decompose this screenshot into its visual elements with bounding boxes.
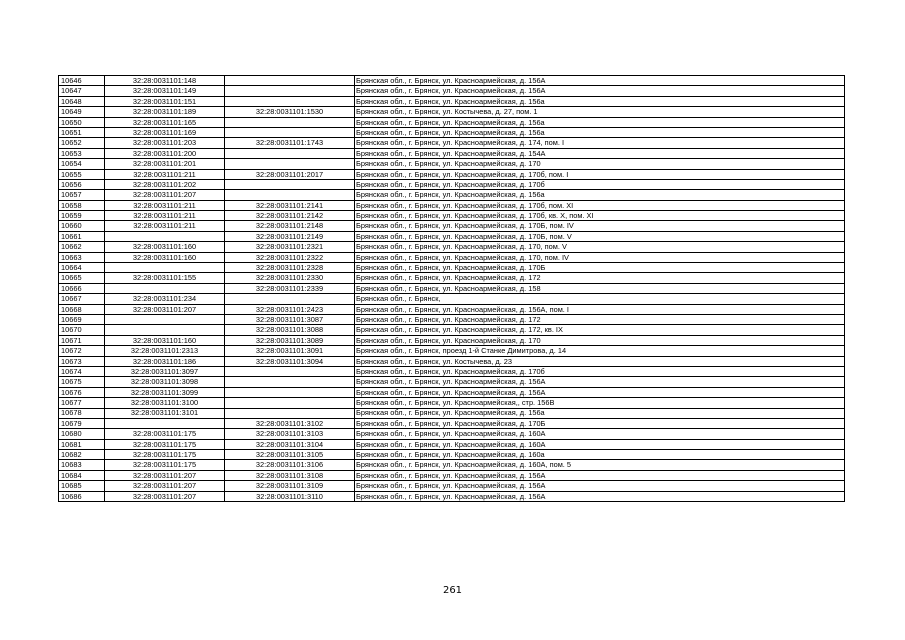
row-number-cell: 10680 — [59, 429, 105, 439]
row-number-cell: 10648 — [59, 96, 105, 106]
table-row — [59, 169, 845, 179]
address-cell: Брянская обл., г. Брянск, ул. Костычева, д. 23 — [355, 356, 845, 366]
object-cadastral-number-cell — [225, 148, 355, 158]
object-cadastral-number-cell: 32:28:0031101:3109 — [225, 481, 355, 491]
address-cell: Брянская обл., г. Брянск, ул. Красноармейская, д. 174, пом. I — [355, 138, 845, 148]
object-cadastral-number-cell: 32:28:0031101:3094 — [225, 356, 355, 366]
parcel-cadastral-number-cell: 32:28:0031101:189 — [105, 107, 225, 117]
table-row — [59, 96, 845, 106]
row-number-cell: 10686 — [59, 491, 105, 501]
object-cadastral-number-cell — [225, 398, 355, 408]
object-cadastral-number-cell: 32:28:0031101:2141 — [225, 200, 355, 210]
row-number-cell: 10661 — [59, 231, 105, 241]
object-cadastral-number-cell: 32:28:0031101:2142 — [225, 211, 355, 221]
address-cell: Брянская обл., г. Брянск, ул. Красноармейская, д. 170Б, пом. V — [355, 231, 845, 241]
cadastral-register-table — [58, 75, 845, 502]
object-cadastral-number-cell — [225, 86, 355, 96]
table-row — [59, 263, 845, 273]
parcel-cadastral-number-cell: 32:28:0031101:169 — [105, 127, 225, 137]
table-row — [59, 429, 845, 439]
parcel-cadastral-number-cell: 32:28:0031101:160 — [105, 335, 225, 345]
object-cadastral-number-cell: 32:28:0031101:2321 — [225, 242, 355, 252]
table-row — [59, 366, 845, 376]
object-cadastral-number-cell: 32:28:0031101:3089 — [225, 335, 355, 345]
address-cell: Брянская обл., г. Брянск, ул. Красноармейская, д. 156А — [355, 470, 845, 480]
object-cadastral-number-cell — [225, 127, 355, 137]
row-number-cell: 10667 — [59, 294, 105, 304]
row-number-cell: 10655 — [59, 169, 105, 179]
parcel-cadastral-number-cell: 32:28:0031101:207 — [105, 304, 225, 314]
table-row — [59, 325, 845, 335]
object-cadastral-number-cell: 32:28:0031101:3088 — [225, 325, 355, 335]
parcel-cadastral-number-cell — [105, 231, 225, 241]
address-cell: Брянская обл., г. Брянск, ул. Красноармейская, д. 170Б — [355, 418, 845, 428]
table-row — [59, 450, 845, 460]
row-number-cell: 10685 — [59, 481, 105, 491]
table-row — [59, 86, 845, 96]
parcel-cadastral-number-cell — [105, 314, 225, 324]
parcel-cadastral-number-cell: 32:28:0031101:165 — [105, 117, 225, 127]
address-cell: Брянская обл., г. Брянск, ул. Красноармейская, д. 158 — [355, 283, 845, 293]
address-cell: Брянская обл., г. Брянск, ул. Красноармейская, д. 170 — [355, 335, 845, 345]
parcel-cadastral-number-cell: 32:28:0031101:200 — [105, 148, 225, 158]
parcel-cadastral-number-cell: 32:28:0031101:175 — [105, 460, 225, 470]
row-number-cell: 10670 — [59, 325, 105, 335]
address-cell: Брянская обл., г. Брянск, ул. Красноармейская, д. 172 — [355, 273, 845, 283]
address-cell: Брянская обл., г. Брянск, ул. Красноармейская, д. 170б, пом. I — [355, 169, 845, 179]
parcel-cadastral-number-cell — [105, 418, 225, 428]
row-number-cell: 10681 — [59, 439, 105, 449]
table-row — [59, 314, 845, 324]
row-number-cell: 10669 — [59, 314, 105, 324]
table-row — [59, 127, 845, 137]
object-cadastral-number-cell: 32:28:0031101:3102 — [225, 418, 355, 428]
row-number-cell: 10674 — [59, 366, 105, 376]
parcel-cadastral-number-cell — [105, 263, 225, 273]
row-number-cell: 10647 — [59, 86, 105, 96]
object-cadastral-number-cell — [225, 294, 355, 304]
object-cadastral-number-cell — [225, 190, 355, 200]
address-cell: Брянская обл., г. Брянск, ул. Красноармейская, д. 172, кв. IX — [355, 325, 845, 335]
table-row — [59, 470, 845, 480]
address-cell: Брянская обл., г. Брянск, ул. Красноармейская, д. 156А — [355, 86, 845, 96]
parcel-cadastral-number-cell: 32:28:0031101:234 — [105, 294, 225, 304]
row-number-cell: 10656 — [59, 179, 105, 189]
table-row — [59, 211, 845, 221]
parcel-cadastral-number-cell: 32:28:0031101:3101 — [105, 408, 225, 418]
object-cadastral-number-cell: 32:28:0031101:2330 — [225, 273, 355, 283]
table-row — [59, 190, 845, 200]
table-row — [59, 408, 845, 418]
address-cell: Брянская обл., г. Брянск, ул. Красноармейская, д. 160а — [355, 450, 845, 460]
address-cell: Брянская обл., г. Брянск, ул. Красноармейская, д. 170Б, пом. IV — [355, 221, 845, 231]
object-cadastral-number-cell — [225, 117, 355, 127]
row-number-cell: 10671 — [59, 335, 105, 345]
table-row — [59, 231, 845, 241]
object-cadastral-number-cell — [225, 96, 355, 106]
address-cell: Брянская обл., г. Брянск, ул. Красноармейская, д. 156А — [355, 377, 845, 387]
address-cell: Брянская обл., г. Брянск, ул. Красноармейская, д. 160А — [355, 429, 845, 439]
table-row — [59, 398, 845, 408]
address-cell: Брянская обл., г. Брянск, ул. Красноармейская, д. 170, пом. IV — [355, 252, 845, 262]
object-cadastral-number-cell: 32:28:0031101:2017 — [225, 169, 355, 179]
parcel-cadastral-number-cell — [105, 283, 225, 293]
parcel-cadastral-number-cell: 32:28:0031101:203 — [105, 138, 225, 148]
parcel-cadastral-number-cell: 32:28:0031101:207 — [105, 190, 225, 200]
row-number-cell: 10651 — [59, 127, 105, 137]
address-cell: Брянская обл., г. Брянск, ул. Красноармейская, д. 156а — [355, 190, 845, 200]
object-cadastral-number-cell: 32:28:0031101:3091 — [225, 346, 355, 356]
parcel-cadastral-number-cell: 32:28:0031101:175 — [105, 429, 225, 439]
row-number-cell: 10654 — [59, 159, 105, 169]
address-cell: Брянская обл., г. Брянск, ул. Красноармейская, д. 156А, пом. I — [355, 304, 845, 314]
row-number-cell: 10659 — [59, 211, 105, 221]
parcel-cadastral-number-cell: 32:28:0031101:151 — [105, 96, 225, 106]
parcel-cadastral-number-cell: 32:28:0031101:160 — [105, 252, 225, 262]
row-number-cell: 10675 — [59, 377, 105, 387]
table-row — [59, 304, 845, 314]
row-number-cell: 10653 — [59, 148, 105, 158]
object-cadastral-number-cell — [225, 377, 355, 387]
object-cadastral-number-cell: 32:28:0031101:3103 — [225, 429, 355, 439]
parcel-cadastral-number-cell: 32:28:0031101:211 — [105, 221, 225, 231]
table-row — [59, 242, 845, 252]
parcel-cadastral-number-cell: 32:28:0031101:211 — [105, 169, 225, 179]
table-row — [59, 439, 845, 449]
table-row — [59, 252, 845, 262]
table-row — [59, 294, 845, 304]
parcel-cadastral-number-cell: 32:28:0031101:202 — [105, 179, 225, 189]
table-row — [59, 481, 845, 491]
address-cell: Брянская обл., г. Брянск, ул. Красноармейская, д. 170Б — [355, 263, 845, 273]
table-row — [59, 179, 845, 189]
table-row — [59, 273, 845, 283]
object-cadastral-number-cell: 32:28:0031101:2339 — [225, 283, 355, 293]
table-row — [59, 460, 845, 470]
table-row — [59, 491, 845, 501]
object-cadastral-number-cell: 32:28:0031101:3105 — [225, 450, 355, 460]
object-cadastral-number-cell — [225, 408, 355, 418]
object-cadastral-number-cell: 32:28:0031101:2423 — [225, 304, 355, 314]
address-cell: Брянская обл., г. Брянск, ул. Красноармейская, д. 156а — [355, 127, 845, 137]
row-number-cell: 10646 — [59, 76, 105, 86]
object-cadastral-number-cell — [225, 159, 355, 169]
address-cell: Брянская обл., г. Брянск, ул. Красноармейская, д. 156А — [355, 481, 845, 491]
parcel-cadastral-number-cell: 32:28:0031101:3098 — [105, 377, 225, 387]
table-row — [59, 107, 845, 117]
table-row — [59, 356, 845, 366]
table-row — [59, 200, 845, 210]
object-cadastral-number-cell: 32:28:0031101:3108 — [225, 470, 355, 480]
table-row — [59, 159, 845, 169]
object-cadastral-number-cell: 32:28:0031101:3110 — [225, 491, 355, 501]
object-cadastral-number-cell: 32:28:0031101:1530 — [225, 107, 355, 117]
object-cadastral-number-cell: 32:28:0031101:2322 — [225, 252, 355, 262]
address-cell: Брянская обл., г. Брянск, проезд 1-й Станке Димитрова, д. 14 — [355, 346, 845, 356]
address-cell: Брянская обл., г. Брянск, ул. Красноармейская,, стр. 156В — [355, 398, 845, 408]
table-row — [59, 418, 845, 428]
address-cell: Брянская обл., г. Брянск, ул. Красноармейская, д. 156а — [355, 117, 845, 127]
address-cell: Брянская обл., г. Брянск, ул. Красноармейская, д. 156А — [355, 491, 845, 501]
page-number: 261 — [442, 585, 463, 596]
table-row — [59, 377, 845, 387]
row-number-cell: 10683 — [59, 460, 105, 470]
object-cadastral-number-cell: 32:28:0031101:2149 — [225, 231, 355, 241]
row-number-cell: 10664 — [59, 263, 105, 273]
row-number-cell: 10676 — [59, 387, 105, 397]
object-cadastral-number-cell: 32:28:0031101:3087 — [225, 314, 355, 324]
row-number-cell: 10677 — [59, 398, 105, 408]
table-row — [59, 138, 845, 148]
parcel-cadastral-number-cell: 32:28:0031101:175 — [105, 439, 225, 449]
parcel-cadastral-number-cell: 32:28:0031101:211 — [105, 200, 225, 210]
table-row — [59, 117, 845, 127]
parcel-cadastral-number-cell: 32:28:0031101:207 — [105, 470, 225, 480]
object-cadastral-number-cell: 32:28:0031101:2328 — [225, 263, 355, 273]
parcel-cadastral-number-cell: 32:28:0031101:149 — [105, 86, 225, 96]
table-row — [59, 283, 845, 293]
row-number-cell: 10652 — [59, 138, 105, 148]
parcel-cadastral-number-cell: 32:28:0031101:211 — [105, 211, 225, 221]
address-cell: Брянская обл., г. Брянск, ул. Красноармейская, д. 170б, кв. X, пом. XI — [355, 211, 845, 221]
row-number-cell: 10663 — [59, 252, 105, 262]
address-cell: Брянская обл., г. Брянск, ул. Красноармейская, д. 170б, пом. XI — [355, 200, 845, 210]
address-cell: Брянская обл., г. Брянск, ул. Красноармейская, д. 160А — [355, 439, 845, 449]
row-number-cell: 10665 — [59, 273, 105, 283]
parcel-cadastral-number-cell: 32:28:0031101:160 — [105, 242, 225, 252]
row-number-cell: 10678 — [59, 408, 105, 418]
address-cell: Брянская обл., г. Брянск, ул. Красноармейская, д. 156а — [355, 408, 845, 418]
table-row — [59, 335, 845, 345]
address-cell: Брянская обл., г. Брянск, ул. Красноармейская, д. 170, пом. V — [355, 242, 845, 252]
address-cell: Брянская обл., г. Брянск, ул. Красноармейская, д. 172 — [355, 314, 845, 324]
address-cell: Брянская обл., г. Брянск, ул. Красноармейская, д. 154А — [355, 148, 845, 158]
row-number-cell: 10682 — [59, 450, 105, 460]
address-cell: Брянская обл., г. Брянск, ул. Красноармейская, д. 156А — [355, 387, 845, 397]
row-number-cell: 10658 — [59, 200, 105, 210]
object-cadastral-number-cell: 32:28:0031101:2148 — [225, 221, 355, 231]
object-cadastral-number-cell: 32:28:0031101:3106 — [225, 460, 355, 470]
address-cell: Брянская обл., г. Брянск, ул. Костычева, д. 27, пом. 1 — [355, 107, 845, 117]
address-cell: Брянская обл., г. Брянск, ул. Красноармейская, д. 156а — [355, 96, 845, 106]
row-number-cell: 10668 — [59, 304, 105, 314]
row-number-cell: 10650 — [59, 117, 105, 127]
table-row — [59, 76, 845, 86]
row-number-cell: 10660 — [59, 221, 105, 231]
row-number-cell: 10672 — [59, 346, 105, 356]
object-cadastral-number-cell: 32:28:0031101:1743 — [225, 138, 355, 148]
register-table-body — [59, 76, 845, 502]
row-number-cell: 10657 — [59, 190, 105, 200]
row-number-cell: 10684 — [59, 470, 105, 480]
row-number-cell: 10649 — [59, 107, 105, 117]
address-cell: Брянская обл., г. Брянск, ул. Красноармейская, д. 170 — [355, 159, 845, 169]
address-cell: Брянская обл., г. Брянск, ул. Красноармейская, д. 156А — [355, 76, 845, 86]
row-number-cell: 10673 — [59, 356, 105, 366]
table-row — [59, 346, 845, 356]
row-number-cell: 10666 — [59, 283, 105, 293]
object-cadastral-number-cell — [225, 76, 355, 86]
parcel-cadastral-number-cell: 32:28:0031101:3097 — [105, 366, 225, 376]
object-cadastral-number-cell: 32:28:0031101:3104 — [225, 439, 355, 449]
address-cell: Брянская обл., г. Брянск, ул. Красноармейская, д. 160А, пом. 5 — [355, 460, 845, 470]
address-cell: Брянская обл., г. Брянск, — [355, 294, 845, 304]
table-row — [59, 387, 845, 397]
row-number-cell: 10679 — [59, 418, 105, 428]
table-row — [59, 148, 845, 158]
table-row — [59, 221, 845, 231]
address-cell: Брянская обл., г. Брянск, ул. Красноармейская, д. 170б — [355, 366, 845, 376]
address-cell: Брянская обл., г. Брянск, ул. Красноармейская, д. 170б — [355, 179, 845, 189]
object-cadastral-number-cell — [225, 366, 355, 376]
parcel-cadastral-number-cell: 32:28:0031101:3100 — [105, 398, 225, 408]
parcel-cadastral-number-cell: 32:28:0031101:2313 — [105, 346, 225, 356]
object-cadastral-number-cell — [225, 179, 355, 189]
parcel-cadastral-number-cell: 32:28:0031101:207 — [105, 491, 225, 501]
row-number-cell: 10662 — [59, 242, 105, 252]
parcel-cadastral-number-cell: 32:28:0031101:186 — [105, 356, 225, 366]
parcel-cadastral-number-cell: 32:28:0031101:201 — [105, 159, 225, 169]
object-cadastral-number-cell — [225, 387, 355, 397]
parcel-cadastral-number-cell: 32:28:0031101:3099 — [105, 387, 225, 397]
parcel-cadastral-number-cell: 32:28:0031101:207 — [105, 481, 225, 491]
parcel-cadastral-number-cell: 32:28:0031101:175 — [105, 450, 225, 460]
parcel-cadastral-number-cell: 32:28:0031101:148 — [105, 76, 225, 86]
parcel-cadastral-number-cell — [105, 325, 225, 335]
parcel-cadastral-number-cell: 32:28:0031101:155 — [105, 273, 225, 283]
